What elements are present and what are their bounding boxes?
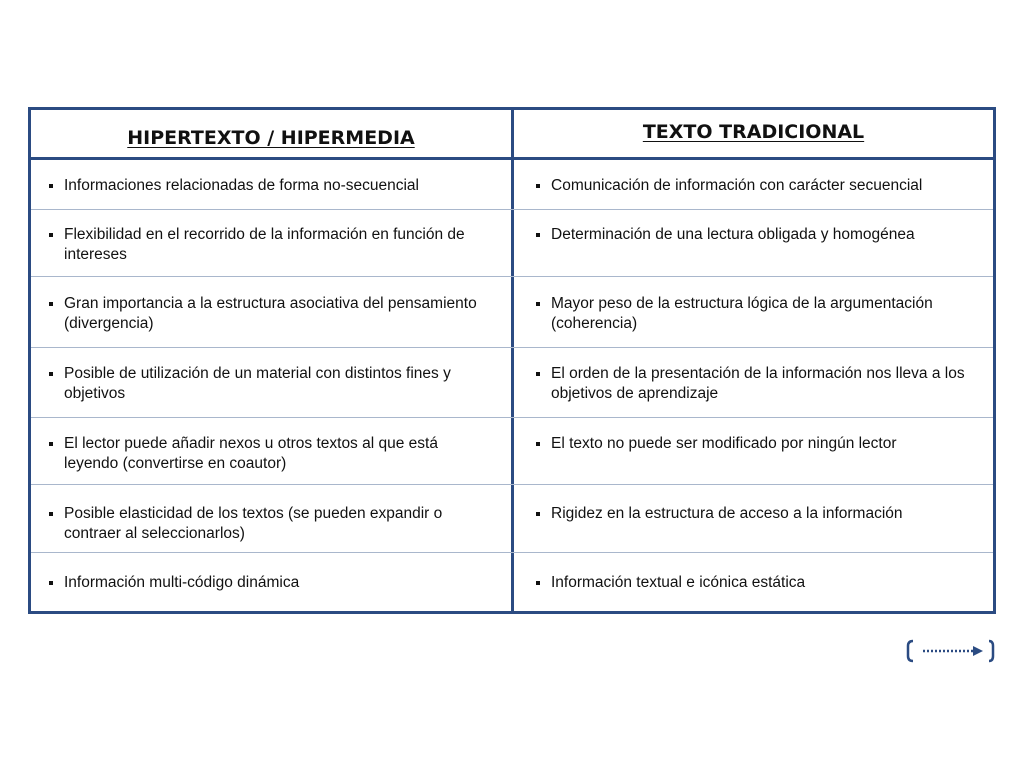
bullet-icon <box>49 512 53 516</box>
row-cell-right: El orden de la presentación de la información nos lleva a los objetivos de aprendizaje <box>536 364 976 404</box>
row-cell-left: Información multi-código dinámica <box>49 573 489 593</box>
comparison-table <box>28 107 996 614</box>
row-cell-left: Flexibilidad en el recorrido de la información en función de intereses <box>49 225 489 265</box>
bullet-icon <box>49 233 53 237</box>
bullet-icon <box>536 302 540 306</box>
bullet-icon <box>536 184 540 188</box>
header-hipertexto: HIPERTEXTO / HIPERMEDIA <box>127 127 415 149</box>
row-cell-left: Posible elasticidad de los textos (se pueden expandir o contraer al seleccionarlos) <box>49 504 489 544</box>
row-cell-right: El texto no puede ser modificado por ningún lector <box>536 434 976 454</box>
header-texto-tradicional: TEXTO TRADICIONAL <box>642 121 865 143</box>
bullet-icon <box>49 302 53 306</box>
bullet-icon <box>536 442 540 446</box>
row-cell-right: Rigidez en la estructura de acceso a la información <box>536 504 976 524</box>
row-cell-right: Comunicación de información con carácter secuencial <box>536 176 976 196</box>
row-cell-left: Posible de utilización de un material con distintos fines y objetivos <box>49 364 489 404</box>
row-cell-right: Información textual e icónica estática <box>536 573 976 593</box>
bullet-icon <box>49 442 53 446</box>
row-separator <box>31 276 993 277</box>
bullet-icon <box>49 372 53 376</box>
bullet-icon <box>49 581 53 585</box>
row-separator <box>31 552 993 553</box>
bullet-icon <box>536 581 540 585</box>
row-cell-right: Mayor peso de la estructura lógica de la argumentación (coherencia) <box>536 294 976 334</box>
bullet-icon <box>536 512 540 516</box>
row-cell-left: Informaciones relacionadas de forma no-secuencial <box>49 176 489 196</box>
bullet-icon <box>49 184 53 188</box>
row-cell-right: Determinación de una lectura obligada y homogénea <box>536 225 976 245</box>
row-cell-left: El lector puede añadir nexos u otros textos al que está leyendo (convertirse en coautor) <box>49 434 489 474</box>
row-separator <box>31 347 993 348</box>
column-divider <box>511 110 514 611</box>
row-separator <box>31 209 993 210</box>
next-arrow-icon[interactable] <box>905 638 995 664</box>
bullet-icon <box>536 233 540 237</box>
row-separator <box>31 484 993 485</box>
row-cell-left: Gran importancia a la estructura asociativa del pensamiento (divergencia) <box>49 294 489 334</box>
row-separator <box>31 417 993 418</box>
bullet-icon <box>536 372 540 376</box>
